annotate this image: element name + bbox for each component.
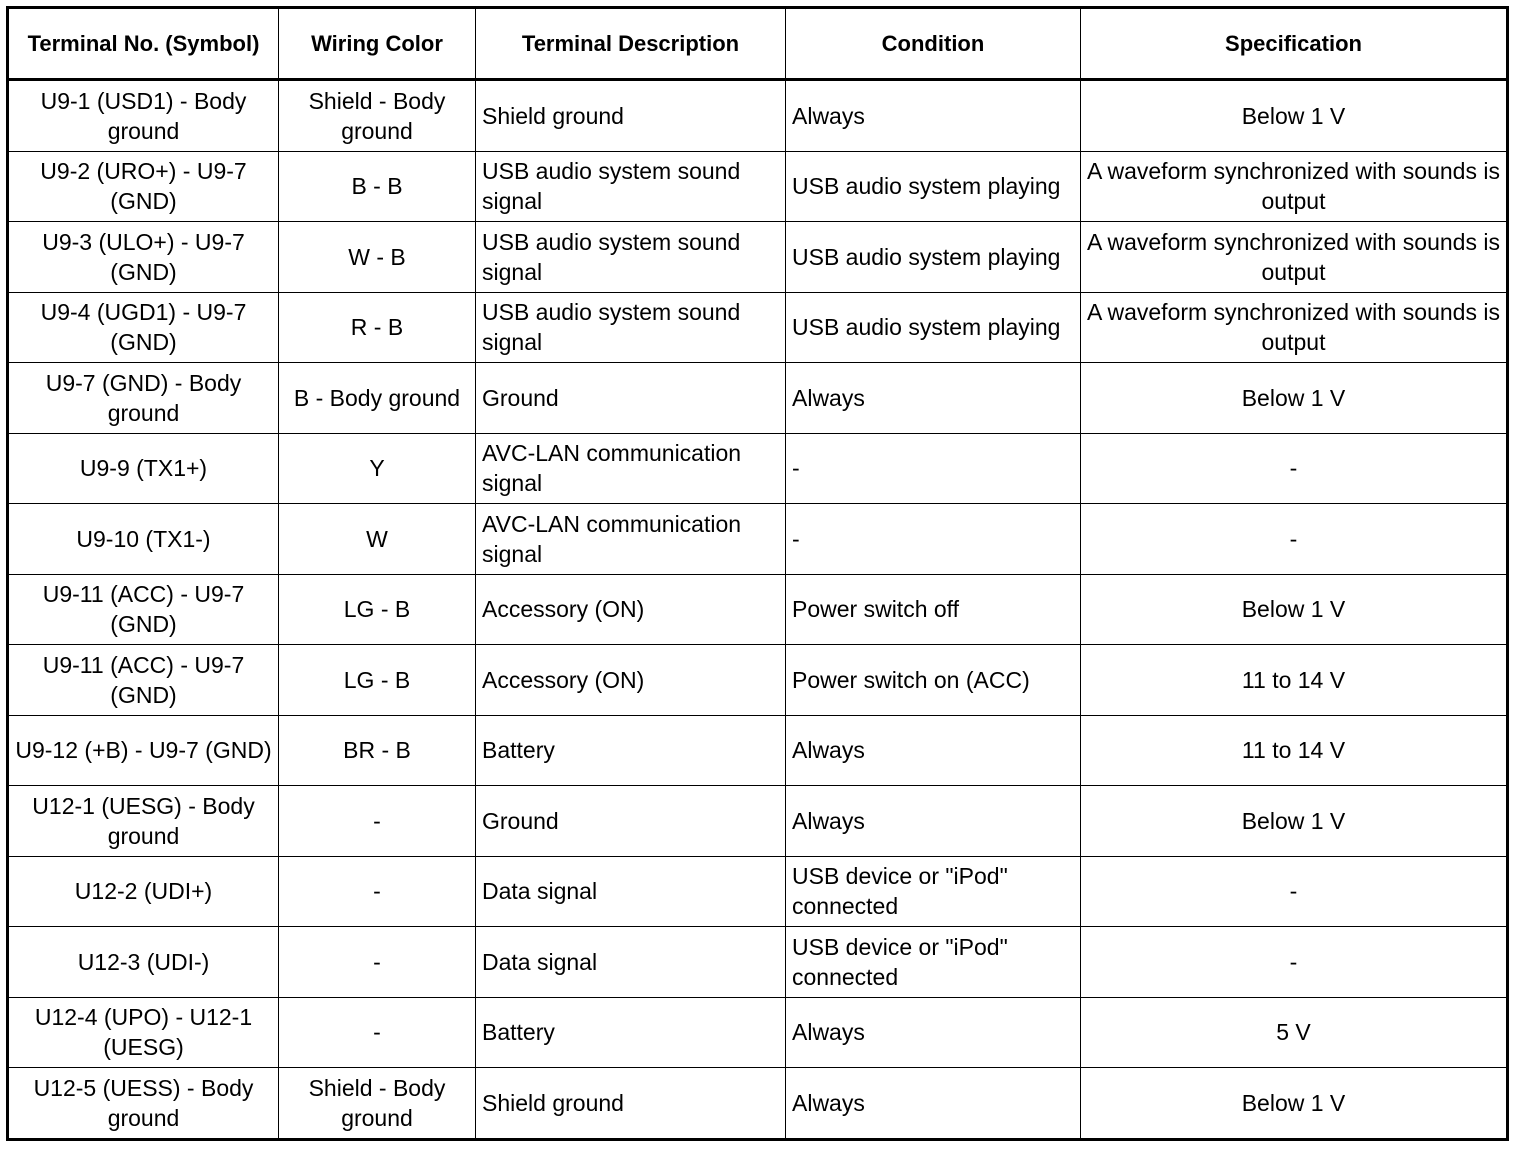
cell-condition: USB device or "iPod" connected [786,856,1081,927]
table-header-row [8,8,1508,80]
cell-terminal: U9-2 (URO+) - U9-7 (GND) [8,151,279,222]
cell-terminal: U9-10 (TX1-) [8,504,279,575]
table-row [8,222,1508,293]
cell-specification: A waveform synchronized with sounds is output [1081,222,1508,293]
cell-terminal: U12-2 (UDI+) [8,856,279,927]
cell-terminal: U9-12 (+B) - U9-7 (GND) [8,715,279,786]
cell-wiring-color: LG - B [279,645,476,716]
cell-terminal: U12-4 (UPO) - U12-1 (UESG) [8,997,279,1068]
cell-wiring-color: LG - B [279,574,476,645]
cell-condition: USB audio system playing [786,292,1081,363]
cell-specification: - [1081,433,1508,504]
cell-wiring-color: Shield - Body ground [279,1068,476,1140]
table-row [8,715,1508,786]
cell-condition: Always [786,363,1081,434]
cell-condition: Always [786,786,1081,857]
cell-description: Data signal [476,856,786,927]
cell-terminal: U12-1 (UESG) - Body ground [8,786,279,857]
cell-condition: USB audio system playing [786,222,1081,293]
table-row [8,927,1508,998]
cell-condition: Power switch off [786,574,1081,645]
cell-wiring-color: Shield - Body ground [279,80,476,152]
cell-description: Ground [476,363,786,434]
table-row [8,856,1508,927]
cell-specification: 5 V [1081,997,1508,1068]
table-row [8,786,1508,857]
cell-wiring-color: BR - B [279,715,476,786]
terminal-table [6,6,1509,1141]
header-wiring-color: Wiring Color [279,8,476,80]
cell-specification: Below 1 V [1081,574,1508,645]
cell-terminal: U9-7 (GND) - Body ground [8,363,279,434]
cell-specification: - [1081,856,1508,927]
cell-condition: Always [786,1068,1081,1140]
cell-description: AVC-LAN communication signal [476,433,786,504]
cell-condition: Always [786,715,1081,786]
cell-description: USB audio system sound signal [476,292,786,363]
cell-condition: - [786,433,1081,504]
table-row [8,433,1508,504]
table-row [8,80,1508,152]
cell-description: AVC-LAN communication signal [476,504,786,575]
table-row [8,363,1508,434]
cell-specification: A waveform synchronized with sounds is output [1081,151,1508,222]
table-row [8,574,1508,645]
cell-description: Shield ground [476,1068,786,1140]
cell-condition: USB audio system playing [786,151,1081,222]
cell-terminal: U9-1 (USD1) - Body ground [8,80,279,152]
terminal-spec-sheet [6,6,1506,1164]
cell-wiring-color: - [279,927,476,998]
cell-specification: 11 to 14 V [1081,645,1508,716]
cell-description: Shield ground [476,80,786,152]
cell-wiring-color: W - B [279,222,476,293]
cell-wiring-color: - [279,786,476,857]
cell-wiring-color: - [279,997,476,1068]
cell-wiring-color: W [279,504,476,575]
cell-condition: USB device or "iPod" connected [786,927,1081,998]
cell-specification: Below 1 V [1081,80,1508,152]
cell-specification: Below 1 V [1081,786,1508,857]
cell-wiring-color: Y [279,433,476,504]
cell-terminal: U9-4 (UGD1) - U9-7 (GND) [8,292,279,363]
cell-description: USB audio system sound signal [476,151,786,222]
cell-wiring-color: R - B [279,292,476,363]
table-row [8,504,1508,575]
cell-description: USB audio system sound signal [476,222,786,293]
cell-wiring-color: B - B [279,151,476,222]
header-terminal-description: Terminal Description [476,8,786,80]
table-row [8,645,1508,716]
cell-specification: A waveform synchronized with sounds is output [1081,292,1508,363]
table-row [8,292,1508,363]
cell-condition: - [786,504,1081,575]
cell-description: Accessory (ON) [476,645,786,716]
cell-terminal: U12-3 (UDI-) [8,927,279,998]
cell-specification: - [1081,504,1508,575]
cell-description: Battery [476,997,786,1068]
header-specification: Specification [1081,8,1508,80]
cell-wiring-color: B - Body ground [279,363,476,434]
cell-specification: Below 1 V [1081,1068,1508,1140]
table-row [8,151,1508,222]
cell-description: Accessory (ON) [476,574,786,645]
cell-specification: - [1081,927,1508,998]
header-condition: Condition [786,8,1081,80]
table-body [8,80,1508,1140]
cell-condition: Power switch on (ACC) [786,645,1081,716]
table-row [8,997,1508,1068]
cell-terminal: U12-5 (UESS) - Body ground [8,1068,279,1140]
cell-condition: Always [786,80,1081,152]
cell-condition: Always [786,997,1081,1068]
cell-wiring-color: - [279,856,476,927]
cell-terminal: U9-3 (ULO+) - U9-7 (GND) [8,222,279,293]
cell-terminal: U9-11 (ACC) - U9-7 (GND) [8,645,279,716]
cell-description: Ground [476,786,786,857]
table-row [8,1068,1508,1140]
cell-description: Data signal [476,927,786,998]
cell-terminal: U9-11 (ACC) - U9-7 (GND) [8,574,279,645]
cell-terminal: U9-9 (TX1+) [8,433,279,504]
cell-specification: 11 to 14 V [1081,715,1508,786]
cell-specification: Below 1 V [1081,363,1508,434]
header-terminal-no: Terminal No. (Symbol) [8,8,279,80]
cell-description: Battery [476,715,786,786]
